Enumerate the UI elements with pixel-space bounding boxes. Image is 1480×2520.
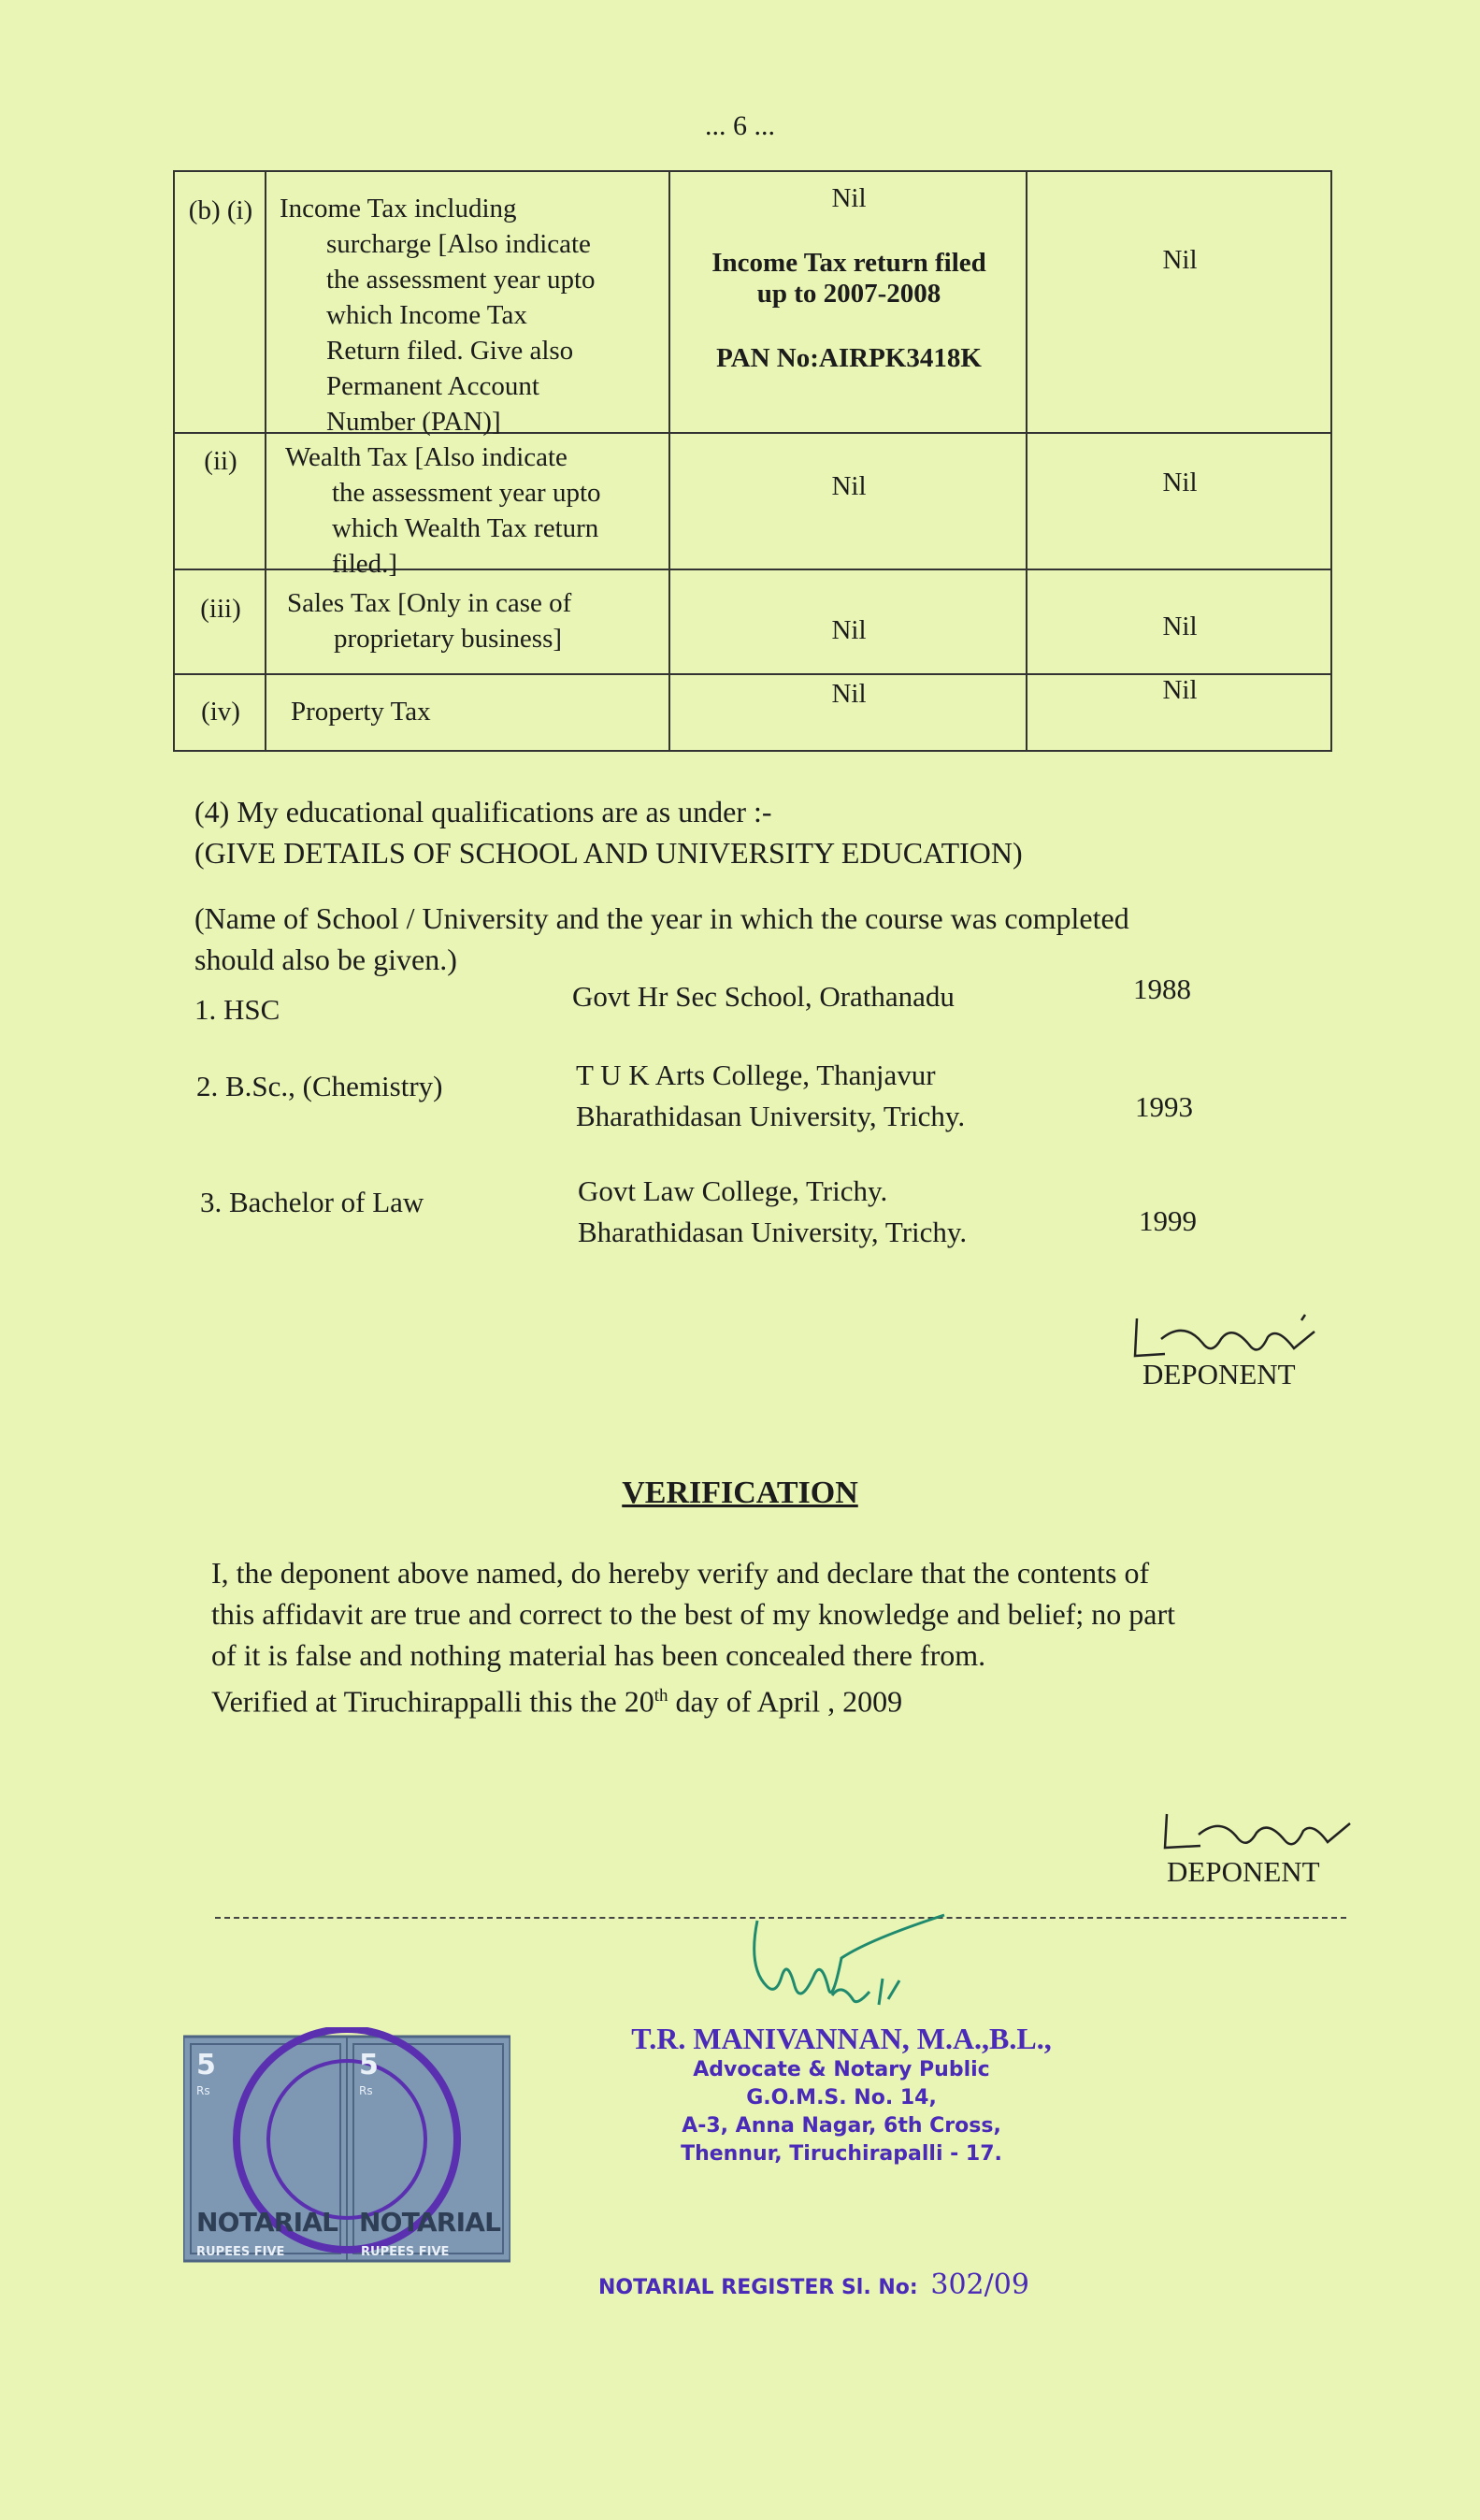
stamp-denomination: 5 xyxy=(359,2049,379,2081)
deponent-label: DEPONENT xyxy=(1167,1855,1320,1888)
verification-text: I, the deponent above named, do hereby verify and declare that the contents of this affidavit are true and correct to the best of my knowledge and belief; no part of it is false and nothing material has been concealed there from. Verified at Tiruchirappalli this the 20th day of April , 2009 xyxy=(211,1556,1176,1719)
row-value: Nil xyxy=(1162,612,1198,641)
notary-address: Thennur, Tiruchirapalli - 17. xyxy=(681,2142,1002,2166)
edu-degree: 1. HSC xyxy=(194,993,280,1026)
edu-degree: 2. B.Sc., (Chemistry) xyxy=(196,1070,443,1102)
table-row xyxy=(175,570,1330,675)
notary-name: T.R. MANIVANNAN, M.A.,B.L., xyxy=(631,2022,1052,2055)
deponent-label: DEPONENT xyxy=(1142,1358,1296,1390)
tax-table xyxy=(173,170,1332,752)
stamp-label: NOTARIAL xyxy=(196,2207,338,2238)
row-number: (b) (i) xyxy=(188,195,253,225)
verification-title: VERIFICATION xyxy=(622,1476,858,1510)
row-label: Income Tax including surcharge [Also indicate the assessment year upto which Income Tax Return filed. Give also Permanent Account Number (PAN)] xyxy=(280,194,596,437)
edu-year: 1993 xyxy=(1135,1090,1193,1123)
edu-institution: Govt Hr Sec School, Orathanadu xyxy=(572,980,955,1013)
row-label: Sales Tax [Only in case of proprietary business] xyxy=(287,588,572,654)
row-value: Nil xyxy=(831,471,867,501)
table-row xyxy=(175,434,1330,579)
edu-institution: T U K Arts College, Thanjavur Bharathidasan University, Trichy. xyxy=(576,1058,966,1132)
table-row xyxy=(175,172,1330,437)
notarial-stamp xyxy=(183,2027,510,2280)
row-value: Nil xyxy=(1162,675,1198,705)
deponent-signature xyxy=(1159,1807,1365,1859)
notary-address: A-3, Anna Nagar, 6th Cross, xyxy=(682,2114,1001,2138)
stamp-denomination: 5 xyxy=(196,2049,216,2081)
stamp-currency: Rs xyxy=(196,2084,210,2097)
stamp-bottom-text: RUPEES FIVE xyxy=(361,2245,450,2259)
edu-degree: 3. Bachelor of Law xyxy=(200,1186,424,1218)
education-note: (Name of School / University and the year in which the course was completed should also be given.) xyxy=(194,901,1129,976)
notary-goms: G.O.M.S. No. 14, xyxy=(746,2086,937,2110)
row-value: Nil xyxy=(1162,468,1198,497)
table-row xyxy=(175,675,1330,752)
page-number: ... 6 ... xyxy=(705,110,775,141)
stamp-label: NOTARIAL xyxy=(359,2207,501,2238)
notarial-register: NOTARIAL REGISTER Sl. No: 302/09 xyxy=(598,2268,1029,2301)
notary-title: Advocate & Notary Public xyxy=(693,2058,990,2081)
edu-year: 1999 xyxy=(1139,1204,1197,1237)
row-value: Nil xyxy=(831,679,867,709)
row-number: (ii) xyxy=(204,446,237,476)
row-value: Nil xyxy=(831,615,867,645)
row-number: (iii) xyxy=(200,594,241,624)
row-label: Wealth Tax [Also indicate the assessment year upto which Wealth Tax return filed.] xyxy=(285,442,601,579)
row-label: Property Tax xyxy=(291,697,431,727)
row-number: (iv) xyxy=(201,697,240,727)
edu-institution: Govt Law College, Trichy. Bharathidasan University, Trichy. xyxy=(578,1174,968,1248)
income-tax-value: Nil Income Tax return filed up to 2007-2008 PAN No:AIRPK3418K xyxy=(711,183,986,373)
education-heading: (4) My educational qualifications are as under :- (GIVE DETAILS OF SCHOOL AND UNIVERSITY EDUCATION) xyxy=(194,795,1023,870)
edu-year: 1988 xyxy=(1133,972,1191,1005)
stamp-bottom-text: RUPEES FIVE xyxy=(196,2245,285,2259)
row-value: Nil xyxy=(1162,245,1198,275)
notary-block xyxy=(598,2022,1085,2168)
stamp-currency: Rs xyxy=(359,2084,373,2097)
